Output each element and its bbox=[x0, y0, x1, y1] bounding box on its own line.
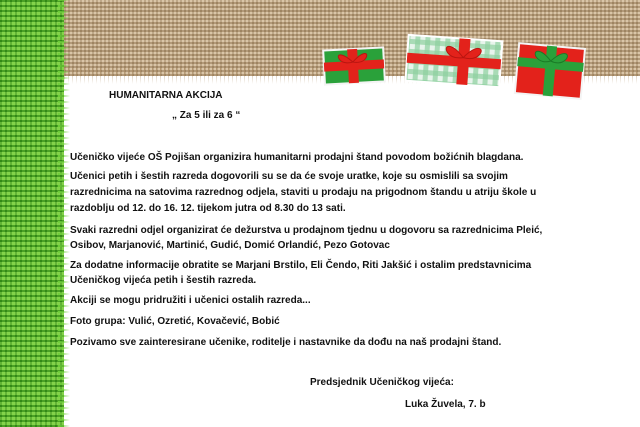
paragraph-sale-line-3: razdoblju od 12. do 16. 12. tijekom jutra od 8.30 do 13 sati. bbox=[70, 203, 346, 214]
paragraph-duty-line-1: Svaki razredni odjel organizirat će dežurstva u prodajnom tjednu u dogovoru sa razrednicima Pleić, bbox=[70, 225, 543, 236]
paragraph-join: Akciji se mogu pridružiti i učenici ostalih razreda... bbox=[70, 295, 311, 306]
paragraph-sale-line-2: razrednicima na satovima razrednog odjela, staviti u prodaju na prigodnom štandu u atriju škole u bbox=[70, 187, 537, 198]
red-gift-icon bbox=[512, 37, 589, 103]
document-subtitle: „ Za 5 ili za 6 “ bbox=[172, 110, 241, 121]
paragraph-intro: Učeničko vijeće OŠ Pojišan organizira humanitarni prodajni štand povodom božićnih blagdana. bbox=[70, 152, 524, 163]
signature-role: Predsjednik Učeničkog vijeća: bbox=[310, 377, 454, 388]
paragraph-sale-line-1: Učenici petih i šestih razreda dogovorili su se da će svoje uratke, koje su osmislili sa svojim bbox=[70, 171, 508, 182]
paragraph-duty-line-2: Osibov, Marjanović, Martinić, Gudić, Domić Orlandić, Pezo Gotovac bbox=[70, 240, 390, 251]
green-gift-icon bbox=[321, 43, 387, 86]
document-title: HUMANITARNA AKCIJA bbox=[109, 90, 223, 101]
paragraph-contact-line-2: Učeničkog vijeća petih i šestih razreda. bbox=[70, 275, 257, 286]
paragraph-invitation: Pozivamo sve zainteresirane učenike, roditelje i nastavnike da dođu na naš prodajni štand. bbox=[70, 337, 502, 348]
paragraph-photo-group: Foto grupa: Vulić, Ozretić, Kovačević, Bobić bbox=[70, 316, 280, 327]
checkered-gift-icon bbox=[402, 29, 506, 92]
green-mesh-edge bbox=[58, 0, 70, 427]
green-mesh-strip bbox=[0, 0, 64, 427]
paragraph-contact-line-1: Za dodatne informacije obratite se Marjani Brstilo, Eli Čendo, Riti Jakšić i ostalim predstavnicima bbox=[70, 260, 532, 271]
signature-name: Luka Žuvela, 7. b bbox=[405, 399, 486, 410]
